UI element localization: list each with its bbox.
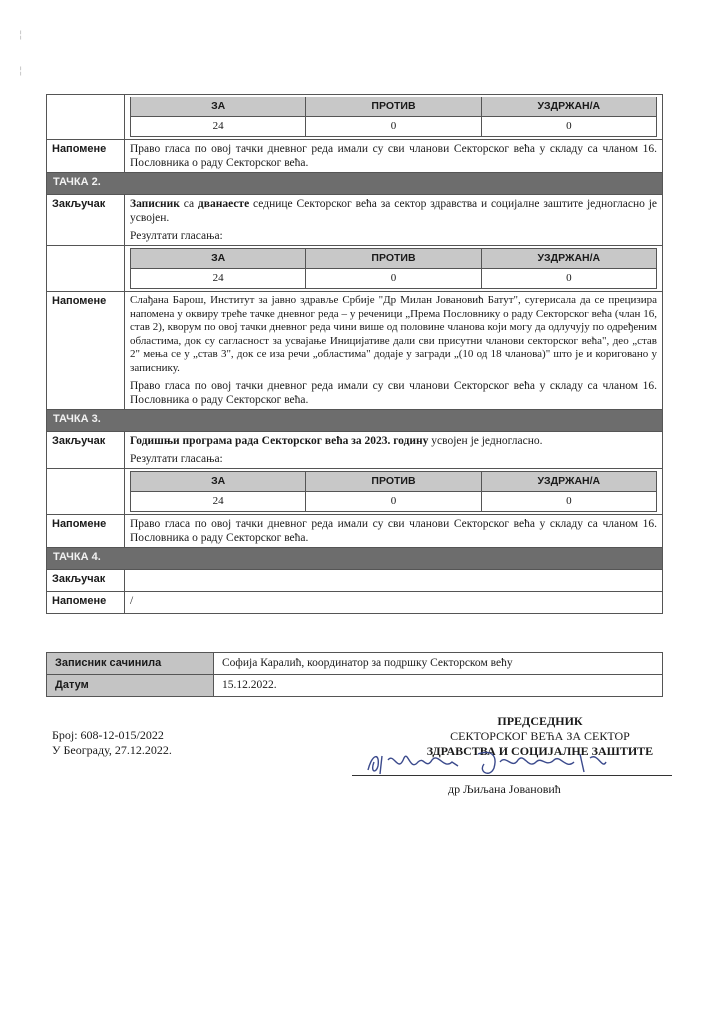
signatory-name: др Љиљана Јовановић xyxy=(448,782,561,796)
conclusion-label: Закључак xyxy=(47,195,125,246)
section-heading-item3: ТАЧКА 3. xyxy=(47,410,663,432)
signature-line xyxy=(352,775,672,776)
voting-results-label: Резултати гласања: xyxy=(130,230,223,242)
section-heading-item4: ТАЧКА 4. xyxy=(47,548,663,570)
vote-abstain-count: 0 xyxy=(481,269,656,289)
vote-header-abstain: УЗДРЖАН/А xyxy=(481,97,656,117)
vote-header-for: ЗА xyxy=(131,249,306,269)
vote-header-for: ЗА xyxy=(131,97,306,117)
minutes-table xyxy=(46,94,663,614)
vote-for-count: 24 xyxy=(131,269,306,289)
vote-against-count: 0 xyxy=(306,269,481,289)
vote-header-against: ПРОТИВ xyxy=(306,97,481,117)
conclusion-text: Годишњи програма рада Секторског већа за 2023. годину усвојен је једногласно. xyxy=(130,435,543,447)
vote-header-against: ПРОТИВ xyxy=(306,472,481,492)
notes-text: / xyxy=(125,592,663,614)
reference-number: Број: 608-12-015/2022 xyxy=(52,728,164,742)
voting-results-label: Резултати гласања: xyxy=(130,453,223,465)
signatory-title: ПРЕДСЕДНИК xyxy=(497,714,583,728)
author-label: Записник сачинила xyxy=(47,653,214,675)
vote-header-for: ЗА xyxy=(131,472,306,492)
notes-text: Право гласа по овој тачки дневног реда имали су сви чланови Секторског већа у складу са чланом 16. Пословника о раду Секторског већа. xyxy=(130,518,657,544)
signatory-council: СЕКТОРСКОГ ВЕЋА ЗА СЕКТОР xyxy=(450,729,630,743)
vote-abstain-count: 0 xyxy=(481,117,656,137)
notes-label: Напомене xyxy=(47,292,125,410)
vote-header-against: ПРОТИВ xyxy=(306,249,481,269)
scan-artifact: ╎ xyxy=(18,66,24,76)
notes-label: Напомене xyxy=(47,592,125,614)
conclusion-text xyxy=(125,570,663,592)
section-heading-item2: ТАЧКА 2. xyxy=(47,173,663,195)
vote-table-item3 xyxy=(125,469,663,515)
vote-header-abstain: УЗДРЖАН/А xyxy=(481,472,656,492)
date-value: 15.12.2022. xyxy=(214,675,663,697)
vote-table-item1 xyxy=(125,95,663,140)
vote-against-count: 0 xyxy=(306,492,481,512)
notes-label: Напомене xyxy=(47,515,125,548)
notes-text: Право гласа по овој тачки дневног реда имали су сви чланови Секторског већа у складу са чланом 16. Пословника о раду Секторског већа. xyxy=(130,380,657,406)
notes-text: Право гласа по овој тачки дневног реда имали су сви чланови Секторског већа у складу са чланом 16. Пословника о раду Секторског већа. xyxy=(130,143,657,169)
notes-text: Слађана Барош, Институт за јавно здравље Србије "Др Милан Јовановић Батут", сугерисала да се прецизира напомена у оквиру треће тачке дневног реда – у реченици „Према Пословнику о раду Секторског већа (члан 16, став 2), кворум по овој тачки дневног реда чини више од половине чланова који могу да одлучују по одређеним областима, док су сагласност за усвајање Иницијативе дали сви присутни чланови секторског већа", део „став 2" мења се у „став 3", док се иза речи „областима" додаје у загради „(10 од 18 чланова)" што је и кориговано у записнику. xyxy=(130,294,657,374)
reference-place-date: У Београду, 27.12.2022. xyxy=(52,743,172,757)
vote-for-count: 24 xyxy=(131,117,306,137)
conclusion-label: Закључак xyxy=(47,432,125,469)
notes-label: Напомене xyxy=(47,140,125,173)
conclusion-label: Закључак xyxy=(47,570,125,592)
vote-against-count: 0 xyxy=(306,117,481,137)
scan-artifact: ╎ xyxy=(18,30,24,40)
signatory-sector: ЗДРАВСТВА И СОЦИЈАЛНЕ ЗАШТИТЕ xyxy=(426,744,654,758)
date-label: Датум xyxy=(47,675,214,697)
vote-header-abstain: УЗДРЖАН/А xyxy=(481,249,656,269)
reference-block xyxy=(52,728,172,758)
vote-for-count: 24 xyxy=(131,492,306,512)
author-value: Софија Каралић, координатор за подршку Секторском већу xyxy=(214,653,663,675)
conclusion-text: Записник са дванаесте седнице Секторског већа за сектор здравства и социјалне заштите једногласно је усвојен. xyxy=(130,198,657,224)
minutes-footer-table xyxy=(46,652,663,697)
vote-abstain-count: 0 xyxy=(481,492,656,512)
vote-table-item2 xyxy=(125,246,663,292)
